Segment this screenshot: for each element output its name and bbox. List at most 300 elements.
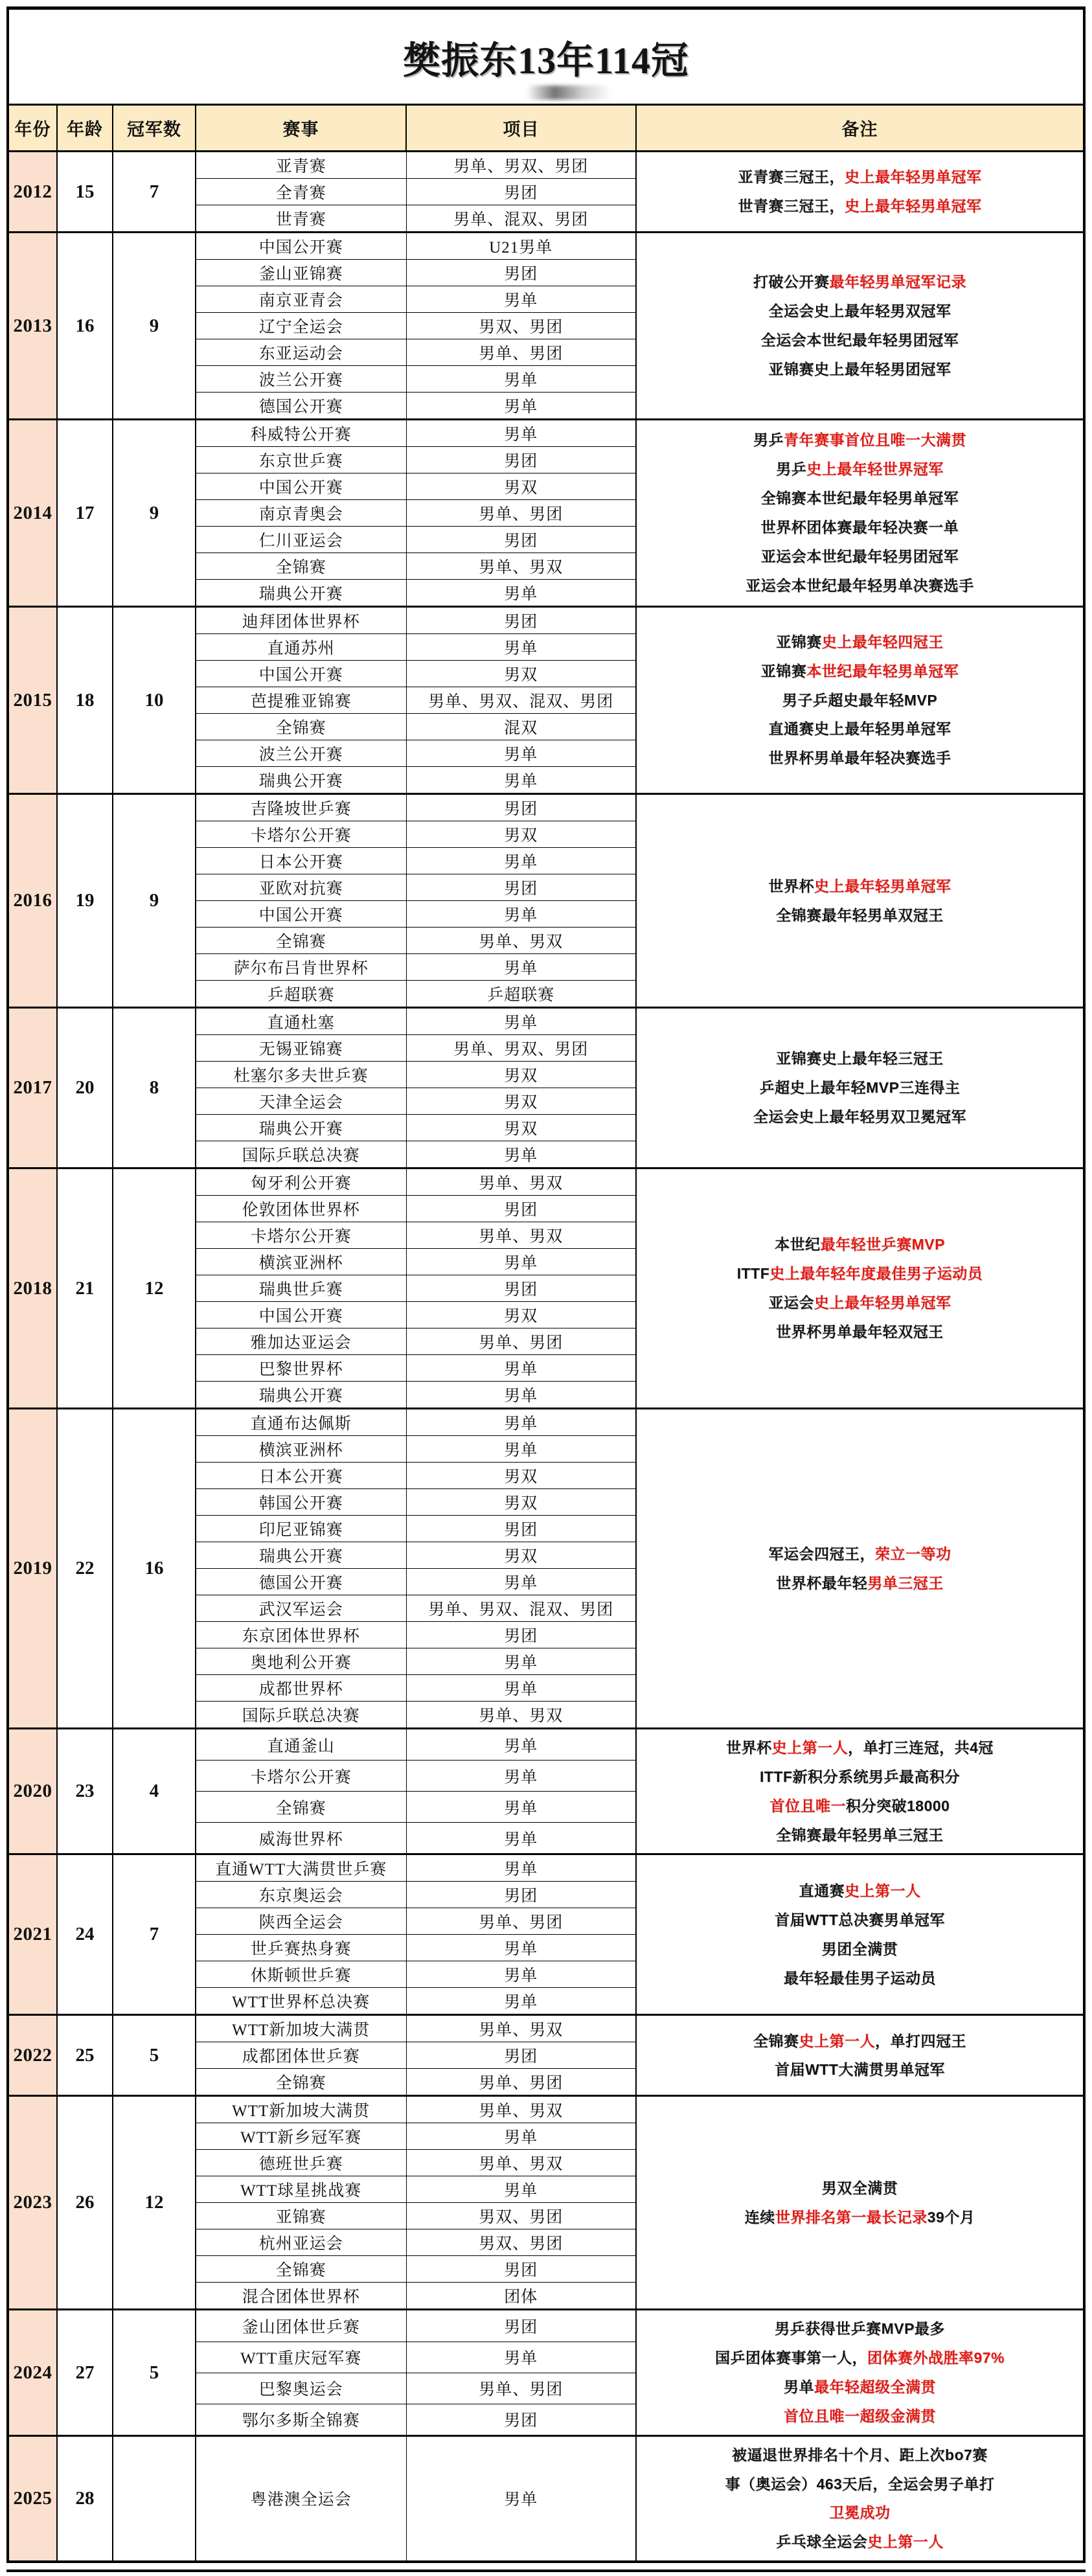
note-text: ，单打四冠王 [875,2032,966,2049]
column-header-count: 冠军数 [113,105,196,152]
cell-item: U21男单 [406,233,636,260]
note-highlight: 史上第一人 [771,1739,848,1756]
cell-item: 男双、男团 [406,313,636,339]
cell-event: 德国公开赛 [196,1569,406,1595]
cell-item: 男团 [406,2256,636,2283]
note-line [643,1792,1076,1821]
cell-item: 男团 [406,2042,636,2069]
cell-item: 男单 [406,1854,636,1882]
cell-note [636,152,1084,233]
note-highlight: 史上第一人 [799,2032,875,2049]
cell-event: 中国公开赛 [196,661,406,687]
note-line [643,1540,1076,1569]
note-line [643,542,1076,571]
note-line [643,455,1076,484]
cell-event: 直通布达佩斯 [196,1409,406,1436]
cell-event: 全青赛 [196,179,406,205]
note-text: 本世纪 [775,1236,821,1253]
note-line [643,901,1076,930]
cell-age: 23 [57,1729,113,1854]
note-line [643,2527,1076,2557]
cell-event: 萨尔布吕肯世界杯 [196,954,406,981]
table-row [8,1729,1084,1761]
cell-item: 男单、男双、混双、男团 [406,687,636,714]
cell-item: 男单 [406,954,636,981]
cell-item: 男双 [406,1088,636,1115]
note-line [643,268,1076,297]
note-text: 国乒团体赛事第一人， [714,2349,867,2367]
cell-item: 男单、男团 [406,2373,636,2404]
cell-item: 男单 [406,1648,636,1675]
cell-item: 男单 [406,1961,636,1988]
table-row [8,152,1084,179]
cell-event: 国际乒联总决赛 [196,1702,406,1729]
cell-event: 印尼亚锦赛 [196,1516,406,1542]
note-text: 首届WTT总决赛男单冠军 [775,1911,945,1929]
column-header-age: 年龄 [57,105,113,152]
note-line [643,2055,1076,2084]
note-line [643,1230,1076,1259]
note-line [643,1935,1076,1964]
cell-event: 亚青赛 [196,152,406,179]
cell-item: 男单 [406,767,636,794]
cell-year: 2019 [8,1409,57,1729]
cell-item: 团体 [406,2283,636,2310]
note-text: 全运会本世纪最年轻男团冠军 [760,332,959,348]
table-row [8,2015,1084,2042]
note-line [643,2174,1076,2203]
cell-item: 男单 [406,901,636,928]
table-row [8,2435,1084,2562]
cell-event: 匈牙利公开赛 [196,1168,406,1196]
note-highlight: 世界排名第一最长记录 [775,2208,927,2226]
cell-champion-count: 5 [113,2015,196,2096]
note-line [643,2203,1076,2232]
cell-event: 东京奥运会 [196,1882,406,1908]
note-text: 乒超史上最年轻MVP三连得主 [759,1079,961,1097]
column-header-event: 赛事 [196,105,406,152]
cell-event: 德国公开赛 [196,393,406,420]
cell-note [636,607,1084,794]
cell-event: 迪拜团体世界杯 [196,607,406,634]
cell-champion-count: 9 [113,420,196,607]
cell-year: 2014 [8,420,57,607]
cell-year: 2022 [8,2015,57,2096]
note-text: 最年轻最佳男子运动员 [784,1969,936,1987]
note-text: 世界杯 [726,1739,772,1756]
note-highlight: 史上第一人 [845,1882,921,1900]
note-line [643,1102,1076,1132]
table-bottom-rule [6,2570,1086,2576]
note-line [643,1876,1076,1906]
cell-item: 男单 [406,2176,636,2203]
cell-event: 南京亚青会 [196,286,406,313]
cell-item: 男双 [406,661,636,687]
cell-year: 2013 [8,233,57,420]
note-highlight: 最年轻世乒赛MVP [820,1236,945,1253]
cell-year: 2017 [8,1008,57,1168]
cell-item: 男单 [406,1008,636,1035]
cell-event: 南京青奥会 [196,500,406,527]
cell-item: 男单 [406,1355,636,1382]
table-row [8,1008,1084,1035]
cell-champion-count: 9 [113,233,196,420]
note-line [643,1762,1076,1792]
column-header-item: 项目 [406,105,636,152]
note-line [643,1259,1076,1288]
cell-event: 德班世乒赛 [196,2150,406,2176]
cell-item: 男双 [406,1302,636,1328]
note-line [643,326,1076,355]
cell-item: 男单、男双 [406,2015,636,2042]
cell-event: WTT新加坡大满贯 [196,2096,406,2123]
note-line [643,192,1076,221]
note-line [643,2498,1076,2527]
cell-champion-count: 5 [113,2310,196,2435]
cell-event: 波兰公开赛 [196,366,406,393]
cell-event: 无锡亚锦赛 [196,1035,406,1062]
cell-item: 男单 [406,1729,636,1761]
cell-champion-count: 10 [113,607,196,794]
note-highlight: 最年轻超级全满贯 [814,2378,936,2396]
cell-item: 男单、男双 [406,928,636,954]
cell-champion-count [113,2435,196,2562]
cell-age: 22 [57,1409,113,1729]
note-line [643,1906,1076,1935]
note-line [643,744,1076,773]
cell-item: 男单、男双 [406,1168,636,1196]
table-row [8,607,1084,634]
note-text: 亚运会本世纪最年轻男团冠军 [760,547,959,565]
cell-event: WTT世界杯总决赛 [196,1988,406,2015]
cell-event: 瑞典公开赛 [196,1115,406,1141]
note-text: 事（奥运会）463天后，全运会男子单打 [725,2475,995,2492]
note-text: 全锦赛最年轻男单三冠王 [776,1826,944,1843]
note-highlight: 史上最年轻男单冠军 [845,168,982,186]
table-row [8,420,1084,447]
title-smudge-artifact [527,85,611,100]
note-line [643,714,1076,744]
note-text: 男单 [784,2378,814,2396]
cell-event: 瑞典世乒赛 [196,1275,406,1302]
table-header [8,105,1084,152]
cell-item: 男单 [406,286,636,313]
cell-item: 男双 [406,1463,636,1489]
cell-event: 乒超联赛 [196,981,406,1008]
cell-item: 男团 [406,447,636,473]
cell-item: 男团 [406,2404,636,2435]
note-line [643,2402,1076,2431]
cell-event: 瑞典公开赛 [196,767,406,794]
cell-champion-count: 4 [113,1729,196,1854]
cell-year: 2020 [8,1729,57,1854]
note-text: 亚青赛三冠王， [738,168,845,186]
cell-item: 男团 [406,260,636,286]
cell-item: 男单、男团 [406,339,636,366]
cell-event: 科威特公开赛 [196,420,406,447]
cell-event: WTT新加坡大满贯 [196,2015,406,2042]
cell-item: 男单 [406,2342,636,2373]
cell-item: 男单 [406,1935,636,1961]
note-text: 直通赛史上最年轻男单冠军 [768,720,951,738]
cell-item: 男单、男双 [406,1222,636,1249]
note-text: 亚锦赛史上最年轻男团冠军 [768,360,951,378]
cell-age: 18 [57,607,113,794]
cell-event: 日本公开赛 [196,848,406,874]
cell-event: 直通杜塞 [196,1008,406,1035]
cell-item: 男团 [406,1196,636,1222]
cell-event: 天津全运会 [196,1088,406,1115]
cell-note [636,1168,1084,1409]
cell-event: 卡塔尔公开赛 [196,821,406,848]
cell-event: 瑞典公开赛 [196,1382,406,1409]
cell-event: 杜塞尔多夫世乒赛 [196,1062,406,1088]
note-text: 世界杯男单最年轻双冠王 [776,1323,944,1340]
cell-event: 混合团体世界杯 [196,2283,406,2310]
note-highlight: 团体赛外战胜率97% [867,2349,1005,2367]
note-line [643,1964,1076,1993]
cell-item: 男单 [406,848,636,874]
cell-event: 国际乒联总决赛 [196,1141,406,1168]
cell-champion-count: 12 [113,2096,196,2310]
table-row [8,2310,1084,2342]
cell-event: 粤港澳全运会 [196,2435,406,2562]
cell-champion-count: 9 [113,794,196,1008]
cell-note [636,1409,1084,1729]
cell-event: 直通苏州 [196,634,406,661]
note-line [643,484,1076,513]
note-highlight: 史上最年轻世界冠军 [806,461,944,478]
table-row [8,1409,1084,1436]
cell-age: 27 [57,2310,113,2435]
note-line [643,2441,1076,2470]
cell-event: 辽宁全运会 [196,313,406,339]
note-line [643,2314,1076,2343]
note-line [643,1569,1076,1598]
note-text: 全锦赛本世纪最年轻男单冠军 [760,490,959,507]
cell-item: 男团 [406,1275,636,1302]
note-text: 亚运会 [768,1294,814,1311]
cell-item: 男单 [406,1823,636,1854]
note-line [643,2343,1076,2373]
note-line [643,513,1076,542]
cell-item: 男团 [406,1882,636,1908]
note-highlight: 史上最年轻四冠王 [821,633,944,650]
cell-event: 全锦赛 [196,2256,406,2283]
cell-note [636,2015,1084,2096]
note-line [643,872,1076,901]
note-text: 世青赛三冠王， [738,198,845,214]
column-header-note: 备注 [636,105,1084,152]
note-text: 世界杯最年轻 [776,1574,868,1591]
cell-event: 卡塔尔公开赛 [196,1761,406,1792]
cell-age: 28 [57,2435,113,2562]
cell-note [636,2310,1084,2435]
cell-event: 世青赛 [196,205,406,233]
cell-event: 成都团体世乒赛 [196,2042,406,2069]
cell-event: 伦敦团体世界杯 [196,1196,406,1222]
cell-year: 2023 [8,2096,57,2310]
note-text: 积分突破18000 [846,1797,950,1814]
cell-event: 巴黎世界杯 [196,1355,406,1382]
cell-event: 波兰公开赛 [196,740,406,767]
cell-event: 中国公开赛 [196,233,406,260]
note-highlight: 本世纪最年轻男单冠军 [806,662,959,679]
cell-year: 2018 [8,1168,57,1409]
cell-item: 男单 [406,1141,636,1168]
table-header-row [8,105,1084,152]
note-text: 全运会史上最年轻男双卫冕冠军 [753,1108,966,1125]
cell-item: 男单、男团 [406,1328,636,1355]
cell-event: 奥地利公开赛 [196,1648,406,1675]
cell-age: 17 [57,420,113,607]
note-line [643,571,1076,600]
cell-age: 21 [57,1168,113,1409]
cell-item: 男单、男双 [406,2096,636,2123]
table-row [8,1168,1084,1196]
cell-event: 东京团体世界杯 [196,1622,406,1648]
cell-item: 男团 [406,179,636,205]
cell-champion-count: 8 [113,1008,196,1168]
cell-age: 25 [57,2015,113,2096]
table-row [8,233,1084,260]
cell-item: 男单、男双、混双、男团 [406,1595,636,1622]
cell-champion-count: 16 [113,1409,196,1729]
cell-event: 成都世界杯 [196,1675,406,1702]
cell-item: 男单、男团 [406,2069,636,2096]
cell-note [636,794,1084,1008]
note-highlight: 首位且唯一 [769,1797,847,1814]
cell-event: 亚锦赛 [196,2203,406,2229]
cell-item: 男单 [406,1436,636,1463]
cell-item: 男单 [406,1249,636,1275]
column-header-year: 年份 [8,105,57,152]
note-text: 全锦赛 [753,2032,799,2049]
cell-item: 男团 [406,874,636,901]
page-root [0,6,1092,2576]
note-text: 军运会四冠王， [768,1545,875,1562]
cell-item: 男双 [406,1062,636,1088]
cell-item: 男单、男团 [406,1908,636,1935]
note-text: 男子乒超史最年轻MVP [782,691,938,709]
note-text: 首届WTT大满贯男单冠军 [775,2061,945,2079]
cell-event: 全锦赛 [196,2069,406,2096]
note-text: 男乒 [776,461,807,478]
cell-event: 横滨亚洲杯 [196,1249,406,1275]
cell-event: 吉隆坡世乒赛 [196,794,406,821]
cell-event: 釜山亚锦赛 [196,260,406,286]
note-highlight: 荣立一等功 [875,1545,951,1562]
note-text: ITTF新积分系统男乒最高积分 [759,1768,961,1785]
cell-item: 男单 [406,420,636,447]
note-text: 全锦赛最年轻男单双冠王 [776,906,944,924]
cell-note [636,2096,1084,2310]
cell-item: 男单、男双 [406,2150,636,2176]
cell-event: 全锦赛 [196,553,406,580]
table-body [8,152,1084,2562]
note-text: 连续 [744,2208,775,2226]
cell-item: 男单 [406,366,636,393]
note-highlight: 史上最年轻男单冠军 [845,198,982,214]
cell-event: 直通釜山 [196,1729,406,1761]
note-line [643,426,1076,455]
cell-item: 男单、男双 [406,553,636,580]
note-text: 39个月 [927,2208,975,2226]
cell-age: 26 [57,2096,113,2310]
cell-year: 2021 [8,1854,57,2015]
note-text: 男团全满贯 [821,1940,898,1957]
cell-event: 芭提雅亚锦赛 [196,687,406,714]
cell-item: 男单 [406,1569,636,1595]
cell-item: 乒超联赛 [406,981,636,1008]
cell-event: 瑞典公开赛 [196,1542,406,1569]
cell-note [636,420,1084,607]
cell-item: 男单 [406,1409,636,1436]
note-line [643,686,1076,715]
cell-item: 男单 [406,1761,636,1792]
cell-event: 亚欧对抗赛 [196,874,406,901]
cell-event: 威海世界杯 [196,1823,406,1854]
cell-item: 男双 [406,1489,636,1516]
table-row [8,794,1084,821]
championships-table [6,104,1086,2563]
cell-event: 休斯顿世乒赛 [196,1961,406,1988]
cell-age: 16 [57,233,113,420]
cell-event: WTT新乡冠军赛 [196,2123,406,2150]
table-row [8,2096,1084,2123]
note-highlight: 史上最年轻年度最佳男子运动员 [769,1265,983,1282]
note-text: 亚锦赛 [776,633,822,650]
cell-item: 男团 [406,527,636,553]
cell-age: 24 [57,1854,113,2015]
note-text: ITTF [736,1265,770,1282]
title-banner [6,6,1086,104]
cell-item: 男单 [406,393,636,420]
cell-year: 2025 [8,2435,57,2562]
note-highlight: 史上最年轻男单冠军 [814,1294,951,1311]
cell-year: 2016 [8,794,57,1008]
cell-item: 男双 [406,1115,636,1141]
note-text: 世界杯团体赛最年轻决赛一单 [760,519,959,536]
note-text: 打破公开赛 [753,273,830,291]
note-highlight: 卫冕成功 [829,2504,891,2522]
note-line [643,2027,1076,2056]
note-text: 亚锦赛 [760,662,807,679]
note-text: 全运会史上最年轻男双冠军 [768,302,951,320]
cell-event: 卡塔尔公开赛 [196,1222,406,1249]
cell-event: 全锦赛 [196,928,406,954]
cell-event: 瑞典公开赛 [196,580,406,607]
cell-item: 男团 [406,1622,636,1648]
note-line [643,297,1076,326]
note-text: 被逼退世界排名十个月、距上次bo7赛 [732,2446,988,2463]
note-highlight: 史上第一人 [867,2533,944,2551]
page-title: 樊振东13年114冠 [403,39,689,82]
cell-event: 中国公开赛 [196,901,406,928]
note-line [643,657,1076,686]
note-highlight: 青年赛事首位且唯一大满贯 [784,431,966,449]
note-line [643,1044,1076,1073]
cell-age: 15 [57,152,113,233]
cell-item: 男单、男双 [406,1702,636,1729]
cell-event: 横滨亚洲杯 [196,1436,406,1463]
note-highlight: 最年轻男单冠军记录 [829,273,966,291]
cell-event: 中国公开赛 [196,473,406,500]
cell-note [636,1008,1084,1168]
cell-event: 韩国公开赛 [196,1489,406,1516]
cell-item: 男团 [406,607,636,634]
cell-item: 男单 [406,1988,636,2015]
